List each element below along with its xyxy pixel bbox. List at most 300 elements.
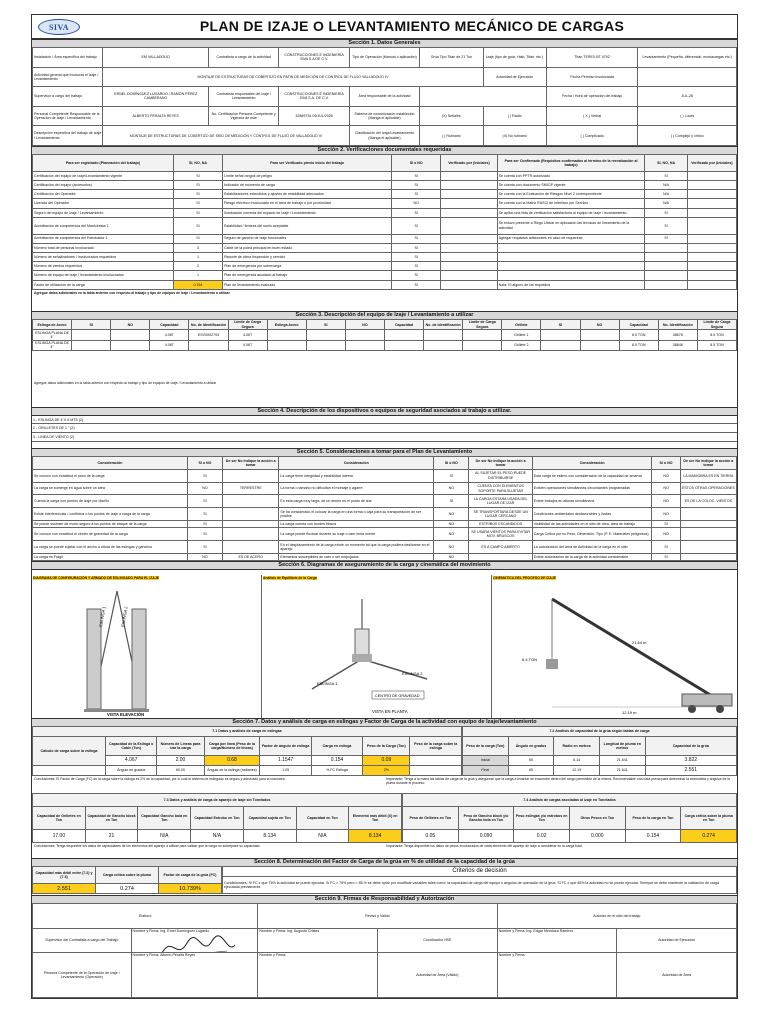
- kinematics-diagram: [492, 575, 737, 718]
- table-cell: La carga cuenta con bordes filosos: [279, 521, 434, 528]
- general-data-table: [32, 47, 737, 146]
- table-header-row: [33, 320, 737, 330]
- table-header-row: Peso de la carga (Ton) Ángulo en grados Radio en metros Longitud de pluma en metros Capacidad de la grúa: [463, 737, 737, 755]
- table-cell: Existe trabajos en alturas simultáneos: [532, 495, 652, 508]
- equipment-table: [32, 319, 737, 351]
- izaje-plan-form: [31, 14, 738, 999]
- wheel: [688, 705, 696, 713]
- table-cell: SI: [187, 469, 222, 482]
- table-cell: Certificación del equipo (accesorios): [33, 180, 174, 189]
- table-cell: Indicador de momento de carga: [223, 180, 392, 189]
- table-cell: N/A: [645, 180, 687, 189]
- table-cell: ESTRIBOS ESCANDIDOS: [469, 521, 532, 528]
- table-cell: SI: [652, 553, 680, 560]
- table-cell: Elementos susceptibles de caer o ser empujados: [279, 553, 434, 560]
- table-cell: [267, 340, 306, 350]
- table-cell: Agregar requisitos adicionales en caso de requerirse: [497, 234, 645, 243]
- table-cell: [223, 521, 279, 528]
- sling-label: ESLINGA 2: [402, 671, 423, 676]
- important-note: Importante: Tenga a la mano las tablas de carga de la grúa y asegúrese que la carga a levantar se encuentre dentro del rango permisible de la misma. Recomendable una vista previa para determinar la cinemática y ángulos de la pluma durante el proceso.: [386, 777, 730, 785]
- table-row: [33, 243, 737, 252]
- table-row: 17.00 21 N/A N/A 8.134 N/A 8.134: [33, 830, 402, 843]
- table-cell: SI: [173, 208, 222, 217]
- table-cell: Existe interferencias / conflictos o los puntos de izaje o carga de la carga: [33, 508, 188, 521]
- table-cell: [345, 340, 384, 350]
- table-row: Persona Competente de la Operación de Izaje / Levantamiento (Operador) Nombre y Firma: Alberto Peralta Reyes Nombre y Firma: Autoridad de Área (Válido) Nombre y Firma: Autoridad de Área: [33, 953, 737, 998]
- table-header-cell: NO: [580, 320, 619, 330]
- table-cell: Se conoce con exactitud el centro de gravedad de la carga: [33, 528, 188, 541]
- table-cell: La carga es Frágil: [33, 553, 188, 560]
- comm-radio-option[interactable]: ( ) Radio: [483, 106, 546, 126]
- crane-kinematics-drawing: [492, 589, 737, 717]
- table-header-row: Para ser registrado (Planeación del trabajo) SI, NO, NA Para ser Verificado previo inicio del trabajo SI o NO Verificado por (Iniciales) Para ser Confirmado (Requisitos confirmados al término de la reevaluación al trabajo) SI, NO, NA Verificado por (Iniciales): [33, 155, 737, 172]
- company-logo: SIVA: [38, 19, 80, 35]
- table-row: [33, 521, 737, 528]
- table-cell: [441, 280, 497, 289]
- table-cell: SI: [173, 180, 222, 189]
- table-cell: [645, 280, 687, 289]
- table-header-row: Elaboró Revisó y Validó Autorizó en el sitio del trabajo: [33, 904, 737, 929]
- table-cell: Grillete 1: [502, 330, 541, 340]
- sling-analysis-table: 7.1 Datos y análisis de carga en eslingas Cálculo de carga sobre la eslinga Capacidad de la Eslinga o Cable (Ton) Número de Líneas para izar la carga Carga por línea (Peso de la carga/Número de líneas) Factor de ángulo de eslinga Carga en eslinga Peso de la Carga (Ton) Peso de la carga sobre la eslinga 4.067 2.00 0.68 1.1547 0.154 0.09 Ángulo en grados 60.00 Ángulo de la eslinga (radianes) 1.05 % FC Eslinga 2%: [32, 726, 462, 776]
- table-header-cell: Eslinga de Acero: [33, 320, 72, 330]
- table-cell: La carga se sumerge en agua sobre un área: [33, 482, 188, 495]
- table-row: 4.067 2.00 0.68 1.1547 0.154 0.09: [33, 755, 462, 765]
- table-cell: Plan de emergencia por sobrecarga: [223, 262, 392, 271]
- handwritten-signature: [157, 933, 237, 953]
- table-cell: [687, 180, 736, 189]
- table-cell: La autorización del área de Actividad de la carga en el sitio: [532, 541, 652, 554]
- table-cell: [680, 508, 736, 521]
- table-cell: [680, 541, 736, 554]
- table-cell: SI: [392, 280, 441, 289]
- table-cell: [223, 508, 279, 521]
- table-cell: [687, 208, 736, 217]
- table-row: [33, 171, 737, 180]
- section-9-title: Sección 9. Firmas de Responsabilidad y Autorización: [32, 895, 737, 904]
- class-routine-option[interactable]: ( ) Rutinario: [420, 126, 483, 146]
- table-row: 0.05 0.090 0.02 0.000 0.154 0.274: [403, 830, 737, 843]
- table-row: Personal Competente Responsable de la Operación de Izaje / Levantamiento ALBERTO PERALTA REYES No. Certificación Persona Competente y Vigencia de este 32869734 09/JUL/2026 Sistema de comunicación establecido (Manga el aplicable) (X) Señales ( ) Radio ( X ) Verbal ( ) Luces: [33, 106, 737, 126]
- table-cell: ES A CAMPO ABIERTO: [469, 541, 532, 554]
- diagram-title: Análisis de Equilibrio de la Carga: [263, 576, 317, 580]
- section-2-title: Sección 2. Verificaciones documentales requeridas: [32, 146, 737, 155]
- table-cell: NO: [434, 521, 469, 528]
- table-cell: Se estuvo presente a Riego Ubicar en aplicación las técnicas de lineamiento de la actividad: [497, 217, 645, 234]
- section-6-title: Sección 6. Diagramas de aseguramiento de la carga y cinemática del movimiento: [32, 561, 737, 570]
- table-cell: [223, 495, 279, 508]
- section-4-title: Sección 4. Descripción de los dispositivos o equipos de seguridad asociados al trabajo a utilizar.: [32, 407, 737, 416]
- table-cell: Existen operaciones simultáneas circundantes programadas: [532, 482, 652, 495]
- table-cell: Límite señal rangos de peligro: [223, 171, 392, 180]
- balance-plan-drawing: [262, 589, 492, 717]
- table-cell: [687, 252, 736, 261]
- rigging-diagram: [32, 575, 262, 718]
- table-row: 2.551 0.274 10.739%: [33, 884, 222, 894]
- table-cell: [463, 340, 502, 350]
- signature-field[interactable]: Nombre y Firma: Ing. Ernel Domínguez Lugardo: [131, 928, 258, 953]
- table-cell: En el desplazamiento de la carga existe un momento tal que la carga pudiera deslizarse en el aparejo: [279, 541, 434, 554]
- load-block: [546, 659, 558, 669]
- table-row: [33, 180, 737, 189]
- table-cell: SI: [173, 234, 222, 243]
- table-cell: Plan de levantamiento evaluado: [223, 280, 392, 289]
- table-header-cell: NO: [345, 320, 384, 330]
- table-cell: SI: [434, 469, 469, 482]
- table-cell: [441, 243, 497, 252]
- signature-field[interactable]: Nombre y Firma: Alberto Peralta Reyes: [131, 953, 258, 998]
- table-cell: SI: [652, 541, 680, 554]
- table-cell: [111, 340, 150, 350]
- table-row: [33, 217, 737, 234]
- table-cell: NO: [392, 199, 441, 208]
- table-cell: Iluminación correcta del espacio de Izaje / Levantamiento: [223, 208, 392, 217]
- table-cell: [424, 340, 463, 350]
- table-cell: SI: [645, 208, 687, 217]
- table-cell: Número de señalizadores / involucrados requeridos: [33, 252, 174, 261]
- table-cell: [111, 330, 150, 340]
- table-cell: [441, 262, 497, 271]
- table-cell: Certificación del equipo de Izaje/Levantamiento vigente: [33, 171, 174, 180]
- table-cell: NO: [187, 482, 222, 495]
- table-row: [33, 252, 737, 261]
- table-cell: Certificación del Operador: [33, 190, 174, 199]
- comm-lights-option[interactable]: ( ) Luces: [638, 106, 737, 126]
- table-cell: SI: [392, 180, 441, 189]
- comm-signals-option[interactable]: (X) Señales: [420, 106, 483, 126]
- table-row: [33, 234, 737, 243]
- table-cell: [384, 330, 423, 340]
- table-cell: SI: [392, 262, 441, 271]
- table-cell: La carga puede fluctuar durante su izaje o caer lenta mente: [279, 528, 434, 541]
- table-row: Descripción específica del trabajo de Izaje / Levantamiento MONTAJE DE ESTRUCTURAS DE COBERTIZO DE SKID DE MEDICIÓN Y CONTROL DE FLUJO DE VALLADOLID IV Clasificación del Izaje/Levantamiento (Manga el aplicable) ( ) Rutinario (X) No rutinario ( ) Complicado ( ) Complejo y crítico: [33, 126, 737, 146]
- conclusions-note: Conclusiones: El Factor de Carga (FC) de la carga sobre la eslinga es 2% de la capacidad, por lo cual el sistema de eslingado es seguro y adecuado para la maniobra.: [34, 777, 286, 781]
- table-cell: TERRESTRE: [223, 482, 279, 495]
- table-cell: Condiciones ambientales desfavorables y lluvias: [532, 508, 652, 521]
- rigging-elevation-drawing: [32, 589, 262, 717]
- table-cell: [441, 180, 497, 189]
- table-cell: Número de vientos requeridos: [33, 262, 174, 271]
- table-cell: 38678: [658, 330, 697, 340]
- table-row: [33, 528, 737, 541]
- table-cell: 1: [173, 271, 222, 280]
- table-cell: SI: [645, 217, 687, 234]
- table-cell: [463, 330, 502, 340]
- table-cell: SI: [173, 217, 222, 234]
- table-cell: Nota: El alguno de los requisitos: [497, 280, 645, 289]
- considerations-table: [32, 456, 737, 561]
- table-cell: SI: [652, 521, 680, 528]
- table-cell: [645, 252, 687, 261]
- class-nonroutine-option[interactable]: (X) No rutinario: [483, 126, 546, 146]
- table-cell: Carga Crítica por su Peso, Dimensión, Tipo (P. E. Materiales peligrosos): [532, 528, 652, 541]
- table-cell: La forma o tamaño no dificultan el montaje y agarre: [279, 482, 434, 495]
- signature-field[interactable]: Nombre y Firma: Ing. Augusto Cristes: [258, 928, 378, 953]
- table-cell: [541, 330, 580, 340]
- table-header-row: Capacidad de Grilletes en Ton Capacidad de Gancho block en Ton Capacidad Gancho bola en Ton Capacidad Estrobo en Ton Capacidad sujeta en Ton Capacidad en Ton Elemento más débil (X) en Ton: [33, 806, 402, 829]
- table-cell: NO: [434, 541, 469, 554]
- table-cell: SI: [173, 190, 222, 199]
- table-cell: Se cuenta con la Evaluación de Riesgos Nivel 2 correspondiente: [497, 190, 645, 199]
- table-header-row: Cálculo de carga sobre la eslinga Capacidad de la Eslinga o Cable (Ton) Número de Líneas para izar la carga Carga por línea (Peso de la carga/Número de líneas) Factor de ángulo de eslinga Carga en eslinga Peso de la Carga (Ton) Peso de la carga sobre la eslinga: [33, 737, 462, 755]
- table-cell: Factor de utilización de la carga: [33, 280, 174, 289]
- view-label: VISTA ELEVACIÓN: [107, 712, 145, 717]
- table-header-cell: Límite de Carga Segura: [463, 320, 502, 330]
- table-cell: 4.06T: [150, 330, 189, 340]
- class-critical-option[interactable]: ( ) Complejo y crítico: [638, 126, 737, 146]
- table-row: [33, 330, 737, 340]
- table-cell: [680, 521, 736, 528]
- table-cell: 4.06T: [150, 340, 189, 350]
- table-cell: SI: [392, 217, 441, 234]
- signature-field[interactable]: Nombre y Firma:: [497, 953, 617, 998]
- table-row: [33, 280, 737, 289]
- table-cell: AL SUJETAR EL PESO PUEDE DISTRIBUIRSE: [469, 469, 532, 482]
- table-cell: 38648: [658, 340, 697, 350]
- table-header-cell: No. Identificación: [658, 320, 697, 330]
- table-cell: Seguro de gancho de Izaje funcionales: [223, 234, 392, 243]
- important-note: Importante: Tenga disponible los datos de pesos involucrados de cada elemento del aparejo de izaje a considerar en la carga total.: [386, 844, 583, 848]
- table-cell: [687, 271, 736, 280]
- table-cell: [687, 243, 736, 252]
- table-header-row: Consideración SI o NO De ser No indique la acción a tomar Consideración SI o NO De ser No indique la acción a tomar Consideración SI o NO De ser No indique la acción a tomar: [33, 457, 737, 470]
- table-cell: [541, 340, 580, 350]
- table-cell: [687, 217, 736, 234]
- table-cell: Estabilizadores extendidos y ajustes de estabilidad adecuados: [223, 190, 392, 199]
- table-cell: N/A: [645, 190, 687, 199]
- table-row: Supervisor del Contratista a cargo del Trabajo Nombre y Firma: Ing. Ernel Domínguez Lugardo Nombre y Firma: Ing. Augusto Cristes Coordinador HSE Nombre y Firma: Ing. Edgar Mendoza Ramírez Autoridad de Ejecución: [33, 928, 737, 953]
- table-cell: Grillete 2: [502, 340, 541, 350]
- table-cell: [345, 330, 384, 340]
- table-cell: Se cuenta con PPTR autorizado: [497, 171, 645, 180]
- table-cell: N/A: [645, 199, 687, 208]
- table-cell: Plan de emergencia asociado al trabajo: [223, 271, 392, 280]
- table-cell: 3: [173, 243, 222, 252]
- table-cell: [306, 340, 345, 350]
- table-cell: ESTOS OTRAS OPERACIONES: [680, 482, 736, 495]
- table-header-cell: NO: [111, 320, 150, 330]
- table-cell: [497, 271, 645, 280]
- table-cell: [223, 469, 279, 482]
- table-cell: ESV0002793: [189, 330, 228, 340]
- table-header-cell: Capacidad: [384, 320, 423, 330]
- table-cell: [384, 340, 423, 350]
- list-item: 1.- ESLINGA DE 4"X 6 MTS (2): [32, 416, 737, 424]
- table-cell: [680, 553, 736, 560]
- table-header-cell: No. de Identificación: [424, 320, 463, 330]
- table-cell: [441, 199, 497, 208]
- table-header-cell: Capacidad: [150, 320, 189, 330]
- table-cell: [306, 330, 345, 340]
- cg-label: CENTRO DE GRAVEDAD: [375, 694, 420, 698]
- table-cell: SI: [392, 190, 441, 199]
- table-cell: Existe autorización de la carga de la actividad considerable: [532, 553, 652, 560]
- table-row: [33, 553, 737, 560]
- signatures-table: [32, 903, 737, 998]
- table-cell: [223, 541, 279, 554]
- table-cell: [72, 340, 111, 350]
- table-row: [33, 190, 737, 199]
- table-cell: SI: [173, 171, 222, 180]
- table-header-cell: SI: [541, 320, 580, 330]
- table-cell: SI: [392, 243, 441, 252]
- class-complicated-option[interactable]: ( ) Complicado: [546, 126, 638, 146]
- sling-label: ESLINGA 2: [120, 606, 129, 628]
- table-cell: [687, 262, 736, 271]
- table-cell: [687, 171, 736, 180]
- table-cell: [441, 171, 497, 180]
- table-cell: Esta carga se estimó con consideración de la capacidad de amarrar: [532, 469, 652, 482]
- crane-carrier: [682, 694, 732, 706]
- table-cell: [497, 252, 645, 261]
- table-cell: Estabilidad / firmeza del suelo aceptable: [223, 217, 392, 234]
- table-cell: SI: [645, 234, 687, 243]
- list-item: 2.- GRILLETES DE 1 " (2): [32, 424, 737, 433]
- crane-boom: [552, 599, 717, 699]
- table-header-row: Peso de Grilletes en Ton Peso de Gancho block y/o Gancho bola en Ton Peso eslingas y/o estrobos en Ton Otros Pesos en Ton Peso de la carga en Ton Carga crítica sobre la pluma en Ton: [403, 806, 737, 829]
- table-row: [33, 469, 737, 482]
- table-cell: Visibilidad de las actividades en el sitio de obra, área de trabajo: [532, 521, 652, 528]
- section-1-title: Sección 1. Datos Generales: [32, 39, 737, 48]
- table-cell: Número de equipo de Izaje / levantamiento involucrados: [33, 271, 174, 280]
- table-cell: La carga tiene integridad y estabilidad interna: [279, 469, 434, 482]
- table-row: Ángulo en grados 60.00 Ángulo de la eslinga (radianes) 1.05 % FC Eslinga 2%: [33, 765, 462, 775]
- table-cell: [580, 340, 619, 350]
- table-cell: Riesgo eléctrico involucrado en el área de trabajo o por proximidad: [223, 199, 392, 208]
- table-cell: [424, 330, 463, 340]
- crane-load-factor-table: [32, 866, 222, 894]
- table-cell: SI: [392, 234, 441, 243]
- document-header: [32, 15, 737, 39]
- table-row: Actividad general que involucra el Izaje / Levantamiento MONTAJE DE ESTRUCTURAS DE COBERTIZO EN PATIN DE MEDICIÓN DE CONTROL DE FLUJO VALLADOLID IV Autoridad de Ejecución Fecha Permiso involucrada: [33, 67, 737, 87]
- table-cell: SI: [392, 271, 441, 280]
- table-cell: SI: [392, 171, 441, 180]
- table-header-cell: Límite de Carga Segura: [228, 320, 267, 330]
- table-cell: LA CARGA ESTARA USADA DEL LUGAR DE IZAR: [469, 495, 532, 508]
- table-cell: 8.5 TON: [697, 340, 736, 350]
- table-header-cell: Grillete: [502, 320, 541, 330]
- balance-diagram: [262, 575, 492, 718]
- table-cell: 2: [173, 262, 222, 271]
- table-row: [33, 541, 737, 554]
- table-cell: NO: [434, 482, 469, 495]
- table-cell: SI: [187, 541, 222, 554]
- table-cell: ES DE LA COLOC. VIENTOS: [680, 495, 736, 508]
- table-cell: ES DE ACERO: [223, 553, 279, 560]
- table-cell: [497, 262, 645, 271]
- table-cell: [645, 262, 687, 271]
- table-cell: Acreditación de competencia del Maniobrista 1: [33, 217, 174, 234]
- table-cell: [441, 234, 497, 243]
- table-cell: [441, 190, 497, 199]
- table-cell: Se ha considerado el colocar la carga en una forma o caja para su transportación de ser posible: [279, 508, 434, 521]
- table-header-cell: SI: [72, 320, 111, 330]
- table-cell: 4.06T: [228, 340, 267, 350]
- table-cell: [687, 190, 736, 199]
- table-cell: NO: [434, 553, 469, 560]
- table-cell: [687, 234, 736, 243]
- section-8-title: Sección 8. Determinación del Factor de Carga de la grúa en % de utilidad de la capacidad de la grúa: [32, 858, 737, 867]
- table-cell: Acreditación de competencia del Estrobador 1: [33, 234, 174, 243]
- view-label: VISTA EN PLANTA: [372, 709, 408, 714]
- table-header-cell: Capacidad: [619, 320, 658, 330]
- diagram-title: CINEMÁTICA DEL PROCESO DE IZAJE: [493, 576, 556, 580]
- table-header-row: Capacidad más débil entre (7.2) y (7.3) Carga crítica sobre la pluma Factor de carga de la grúa (FC): [33, 867, 222, 884]
- table-cell: [441, 252, 497, 261]
- table-cell: ESLINGA PLANA DE 4": [33, 340, 72, 350]
- table-cell: [680, 528, 736, 541]
- table-cell: SI: [645, 171, 687, 180]
- table-cell: 8.5 TON: [619, 340, 658, 350]
- table-cell: Cuenta la carga con puntos de izaje por diseño: [33, 495, 188, 508]
- table-row: Supervisor a cargo del trabajo ERNEL DOMÍNGUEZ LUGARDO / RAMÓN PÉREZ CAMBERANO Contratista responsable del Izaje / Levantamiento CONSTRUCCIONES E INGENIERÍA SIVA S.A. DE C.V. Área responsable de la actividad Fecha / Hora de operación del trabajo JUL-26: [33, 87, 737, 107]
- table-cell: SE TRANSPORTARA DESDE UN LUGAR CERCANO: [469, 508, 532, 521]
- table-cell: NO: [652, 508, 680, 521]
- table-cell: [687, 199, 736, 208]
- table-cell: Se cuenta con documento SMIOP vigente: [497, 180, 645, 189]
- section-5-title: Sección 5. Consideraciones a tomar para el Plan de Levantamiento: [32, 448, 737, 457]
- table-cell: Se puede sustraer de modo seguro a los puntos de ataque de la carga: [33, 521, 188, 528]
- table-cell: 8.5 TON: [697, 330, 736, 340]
- table-cell: SI: [392, 208, 441, 217]
- table-cell: SI: [187, 495, 222, 508]
- table-row: [33, 482, 737, 495]
- sling-label: ESLINGA 1: [98, 606, 107, 628]
- table-cell: [441, 217, 497, 234]
- table-header-cell: No. de Identificación: [189, 320, 228, 330]
- table-cell: [441, 208, 497, 217]
- table-cell: 8.5 TON: [619, 330, 658, 340]
- table-cell: SE USARA VIENTOS PARA EVITAR MOV. BRUSCOS: [469, 528, 532, 541]
- comm-verbal-option[interactable]: ( X ) Verbal: [546, 106, 638, 126]
- table-cell: Seguro del equipo de Izaje / Levantamiento: [33, 208, 174, 217]
- table-cell: [441, 271, 497, 280]
- table-row: [33, 271, 737, 280]
- table-cell: Número total de personal involucrado: [33, 243, 174, 252]
- table-cell: [687, 280, 736, 289]
- table-row: Final 65 12.19 21.641 2.551: [463, 765, 737, 775]
- table-cell: SI: [434, 495, 469, 508]
- table-cell: NO: [434, 528, 469, 541]
- table-cell: Se cuenta con la Matriz RASCI de Interface por Servicio: [497, 199, 645, 208]
- table-cell: Licencia del Operador: [33, 199, 174, 208]
- wheel: [716, 705, 724, 713]
- table-row: [33, 508, 737, 521]
- table-cell: [497, 243, 645, 252]
- signature-field[interactable]: Nombre y Firma:: [258, 953, 378, 998]
- table-cell: Se aplicó una lista de verificación satisfactoria al equipo de Izaje / levantamiento: [497, 208, 645, 217]
- document-title: PLAN DE IZAJE O LEVANTAMIENTO MECÁNICO DE CARGAS: [199, 18, 625, 34]
- sling-label: ESLINGA 1: [317, 681, 338, 686]
- table-cell: SI: [187, 528, 222, 541]
- table-cell: SI: [187, 521, 222, 528]
- column-element: [132, 609, 146, 709]
- table-cell: Se conoce con exactitud el peso de la carga: [33, 469, 188, 482]
- table-row: [33, 208, 737, 217]
- table-cell: NO: [187, 553, 222, 560]
- section-7-title: Sección 7. Datos y análisis de carga en eslingas y Factor de Carga de la actividad con equipo de Izaje/levantamiento: [32, 718, 737, 727]
- table-cell: NO: [652, 528, 680, 541]
- table-cell: 0.154: [173, 280, 222, 289]
- table-cell: [580, 330, 619, 340]
- signature-field[interactable]: Nombre y Firma: Ing. Edgar Mendoza Ramírez: [497, 928, 617, 953]
- diagram-title: DIAGRAMA DE CONFIGURACIÓN Y ARMADO DE ESLINGADO PARA EL IZAJE: [33, 576, 159, 580]
- table-cell: CUENTA CON ELEMENTOS SOPORTE PARA SUJETAR: [469, 482, 532, 495]
- table-cell: SI: [392, 252, 441, 261]
- document-verification-table: [32, 154, 737, 290]
- safety-devices-list: [32, 416, 737, 442]
- table-cell: NO: [652, 469, 680, 482]
